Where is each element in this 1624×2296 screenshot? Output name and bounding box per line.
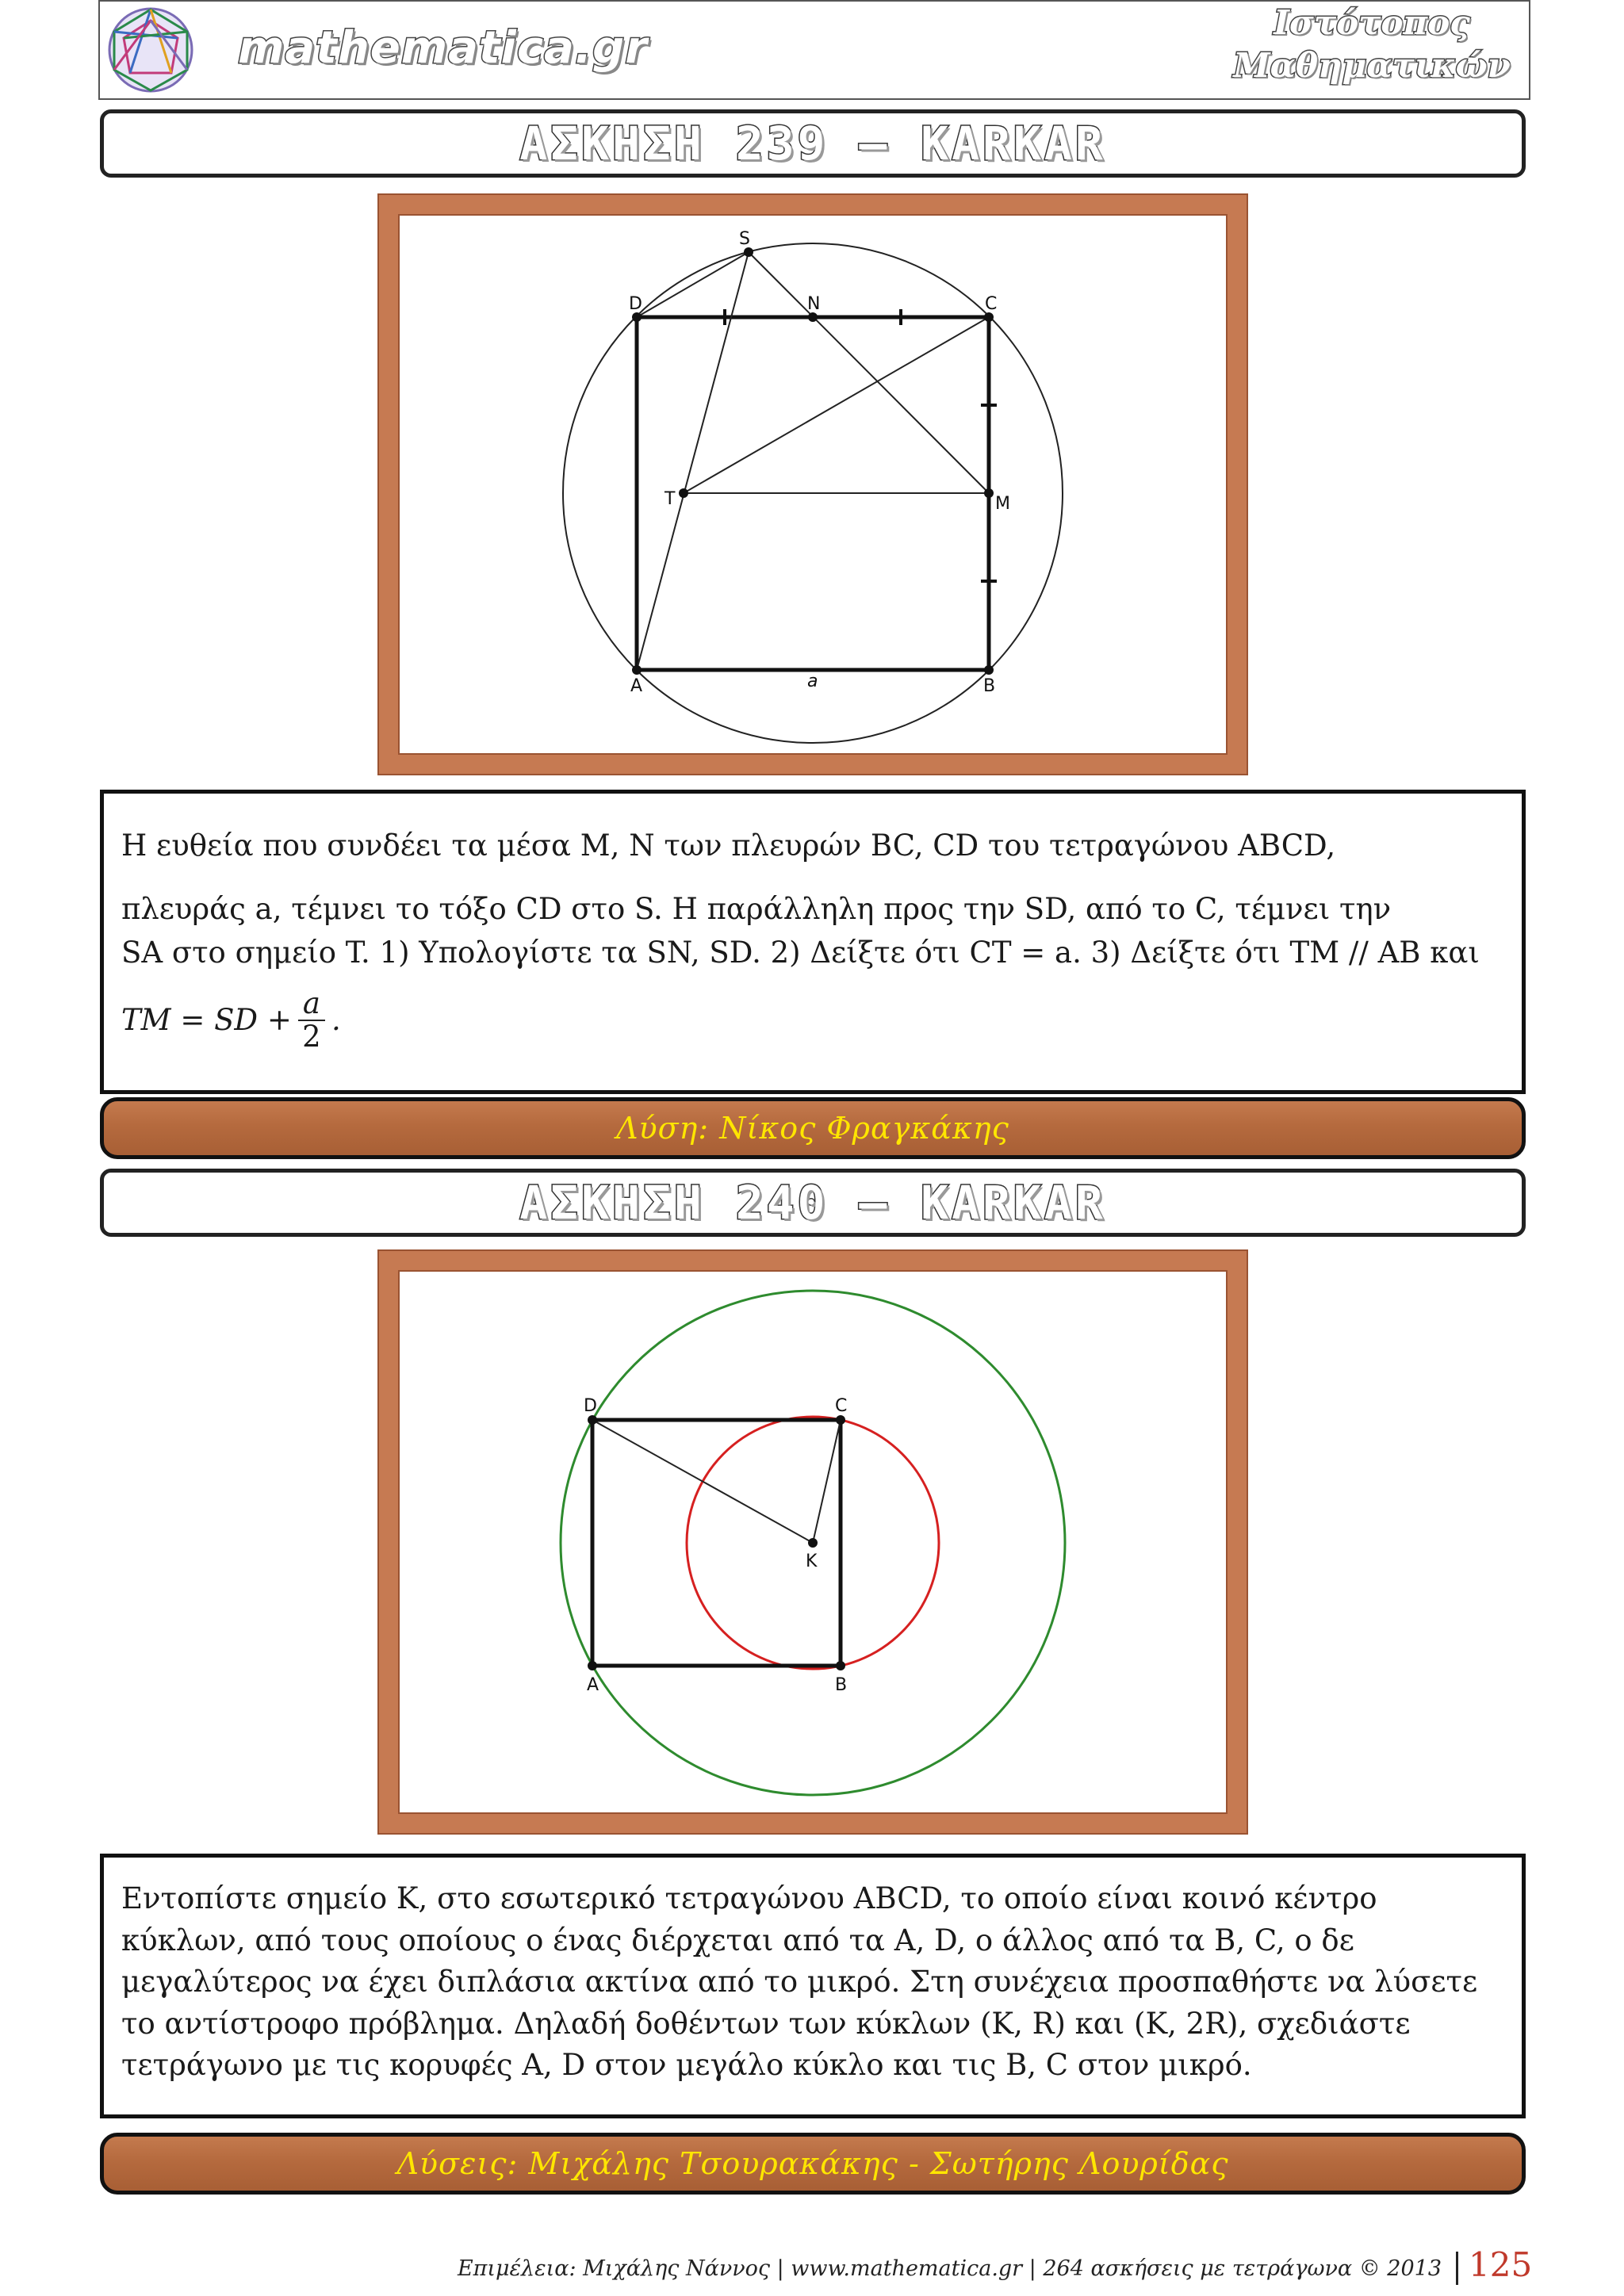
- problem-240-line3: μεγαλύτερος να έχει διπλάσια ακτίνα από το μικρό. Στη συνέχεια προσπαθήστε να λύσετε: [121, 1965, 1478, 1999]
- site-subtitle-line1: Ιστότοπος: [1274, 3, 1470, 42]
- page-number: 125: [1469, 2245, 1533, 2284]
- label-s: S: [739, 229, 750, 249]
- footer-text: Επιμέλεια: Μιχάλης Νάννος | www.mathematica.gr | 264 ασκήσεις με τετράγωνα © 2013: [457, 2256, 1442, 2281]
- formula-end: .: [331, 1003, 341, 1038]
- problem-240-line5: τετράγωνο με τις κορυφές A, D στον μεγάλο κύκλο και τις B, C στον μικρό.: [121, 2048, 1252, 2083]
- line-snm: [749, 252, 989, 493]
- segment-ct: [684, 317, 989, 493]
- square-abcd-240: [592, 1420, 841, 1666]
- exercise-239-solution-credit: Λύση: Νίκος Φραγκάκης: [616, 1111, 1009, 1146]
- label-n: N: [807, 294, 821, 314]
- label-a-240: A: [587, 1675, 599, 1695]
- problem-239-line2: πλευράς a, τέμνει το τόξο CD στο S. Η παράλληλη προς την SD, από το C, τέμνει την: [121, 891, 1392, 926]
- label-a: A: [630, 676, 643, 696]
- site-name: mathematica.gr: [238, 22, 648, 74]
- segment-dk: [592, 1420, 813, 1543]
- exercise-239-solution-bar[interactable]: [100, 1097, 1526, 1159]
- label-m: M: [995, 494, 1010, 514]
- label-side-a: a: [807, 672, 818, 691]
- exercise-239-problem: [100, 790, 1526, 1094]
- label-b-240: B: [835, 1675, 848, 1695]
- exercise-240-title-box: [100, 1169, 1526, 1237]
- exercise-240-problem: [100, 1854, 1526, 2118]
- label-d-240: D: [584, 1396, 597, 1416]
- segment-ck: [813, 1420, 841, 1543]
- problem-239-line1: Η ευθεία που συνδέει τα μέσα M, N των πλευρών BC, CD του τετραγώνου ABCD,: [121, 828, 1336, 863]
- exercise-239-figure-frame: [379, 195, 1247, 774]
- formula-denominator: 2: [302, 1020, 321, 1054]
- exercise-240-solution-bar[interactable]: [100, 2133, 1526, 2195]
- label-c: C: [985, 294, 998, 314]
- logo-icon: [98, 3, 203, 97]
- formula-fraction: [298, 985, 325, 1054]
- problem-239-formula: [121, 985, 1504, 1054]
- segment-sd: [637, 252, 749, 317]
- label-t: T: [665, 489, 676, 509]
- exercise-239-figure: [398, 214, 1228, 755]
- exercise-240-title: ΑΣΚΗΣΗ 240 – KARKAR: [519, 1176, 1106, 1230]
- exercise-240-figure: [398, 1270, 1228, 1814]
- exercise-239-title-box: [100, 109, 1526, 178]
- label-d: D: [629, 294, 642, 314]
- segment-sa: [637, 252, 749, 670]
- label-c-240: C: [835, 1396, 848, 1416]
- exercise-239-title: ΑΣΚΗΣΗ 239 – KARKAR: [519, 117, 1106, 170]
- formula-numerator: a: [298, 988, 325, 1022]
- exercise-240-solution-credit: Λύσεις: Μιχάλης Τσουρακάκης - Σωτήρης Λουρίδας: [396, 2146, 1229, 2181]
- site-subtitle-line2: Μαθηματικών: [1233, 46, 1511, 85]
- problem-240-line1: Εντοπίστε σημείο K, στο εσωτερικό τετραγώνου ABCD, το οποίο είναι κοινό κέντρο: [121, 1881, 1377, 1915]
- exercise-240-figure-frame: [379, 1251, 1247, 1833]
- problem-240-line2: κύκλων, από τους οποίους ο ένας διέρχεται από τα A, D, ο άλλος από τα B, C, ο δε: [121, 1923, 1354, 1957]
- footer-separator: [1456, 2252, 1458, 2285]
- formula-left: TM = SD +: [121, 1003, 292, 1038]
- problem-239-line3: SA στο σημείο T. 1) Υπολογίστε τα SN, SD. 2) Δείξτε ότι CT = a. 3) Δείξτε ότι TM // AB και: [121, 936, 1480, 970]
- problem-240-line4: το αντίστροφο πρόβλημα. Δηλαδή δοθέντων των κύκλων (K, R) και (K, 2R), σχεδιάστε: [121, 2006, 1411, 2041]
- label-b: B: [983, 676, 996, 696]
- label-k: K: [806, 1552, 818, 1571]
